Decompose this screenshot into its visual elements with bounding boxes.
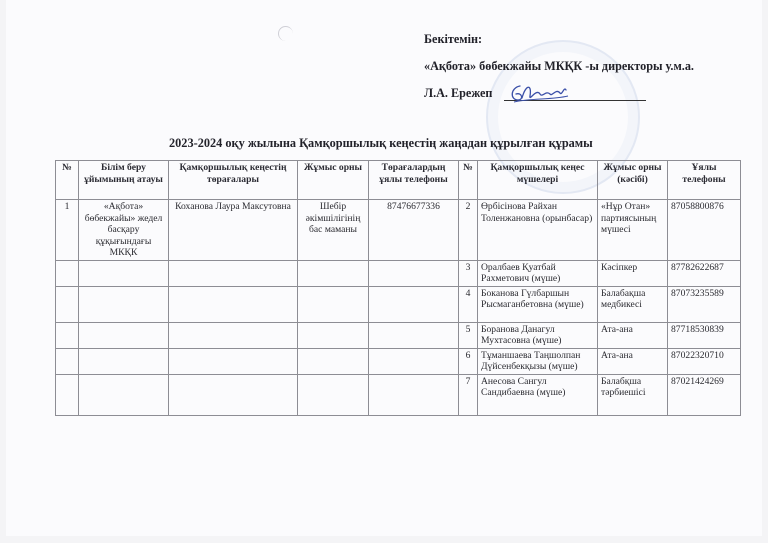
cell-chair-phone: [369, 374, 459, 415]
approval-signatory: Л.А. Ережеп: [424, 86, 493, 100]
cell-member-num: 6: [459, 348, 478, 374]
cell-member: Боранова Данагул Мухтасовна (мүше): [478, 322, 598, 348]
cell-member-phone: 87073235589: [668, 286, 741, 322]
header-num: №: [56, 161, 79, 200]
header-chair-phone: Төрағалардың ұялы телефоны: [369, 161, 459, 200]
cell-chair-phone: [369, 260, 459, 286]
cell-num: [56, 374, 79, 415]
cell-chair: [169, 286, 298, 322]
cell-chair: [169, 374, 298, 415]
cell-member: Өрбісінова Райхан Толенжановна (орынбасар): [478, 200, 598, 261]
table-row: [56, 286, 741, 322]
cell-member-phone: 87021424269: [668, 374, 741, 415]
cell-organization: [79, 260, 169, 286]
cell-organization: [79, 374, 169, 415]
header-organization: Білім беру ұйымының атауы: [79, 161, 169, 200]
header-member-workplace: Жұмыс орны (кәсібі): [598, 161, 668, 200]
header-members: Қамқоршылық кеңес мүшелері: [478, 161, 598, 200]
cell-chair-phone: 87476677336: [369, 200, 459, 261]
cell-member-workplace: Кәсіпкер: [598, 260, 668, 286]
cell-member-num: 7: [459, 374, 478, 415]
table-row: [56, 374, 741, 415]
cell-organization: «Ақбота» бөбекжайы» жедел басқару құқығындағы МКҚК: [79, 200, 169, 261]
table-row: [56, 322, 741, 348]
cell-member: Тұманшаева Таңшолпан Дүйсенбекқызы (мүше): [478, 348, 598, 374]
cell-chair-workplace: [298, 348, 369, 374]
document-title: 2023-2024 оқу жылына Қамқоршылық кеңестің жаңадан құрылған құрамы: [169, 136, 593, 150]
cell-chair: [169, 322, 298, 348]
cell-num: [56, 260, 79, 286]
cell-num: [56, 348, 79, 374]
cell-num: 1: [56, 200, 79, 261]
cell-chair-workplace: [298, 374, 369, 415]
cell-member-phone: 87782622687: [668, 260, 741, 286]
cell-chair-phone: [369, 286, 459, 322]
header-member-phone: Ұялы телефоны: [668, 161, 741, 200]
scan-artifact-icon: [278, 26, 293, 41]
approval-heading: Бекітемін:: [424, 32, 483, 46]
table-row: [56, 348, 741, 374]
signature-icon: [506, 80, 576, 108]
header-member-num: №: [459, 161, 478, 200]
cell-member-num: 5: [459, 322, 478, 348]
cell-member-workplace: Ата-ана: [598, 348, 668, 374]
cell-chair-phone: [369, 348, 459, 374]
cell-organization: [79, 348, 169, 374]
cell-chair: Коханова Лаура Максутовна: [169, 200, 298, 261]
cell-member-num: 3: [459, 260, 478, 286]
cell-member-workplace: «Нұр Отан» партиясының мүшесі: [598, 200, 668, 261]
approval-position: «Ақбота» бөбекжайы МКҚК -ы директоры у.м.а.: [424, 59, 694, 73]
cell-chair-workplace: [298, 286, 369, 322]
cell-member: Оралбаев Қуатбай Рахметович (мүше): [478, 260, 598, 286]
cell-num: [56, 322, 79, 348]
header-chairs: Қамқоршылық кеңестің төрағалары: [169, 161, 298, 200]
cell-chair-workplace: [298, 260, 369, 286]
cell-member-num: 2: [459, 200, 478, 261]
cell-chair-phone: [369, 322, 459, 348]
table-header-row: [56, 161, 741, 200]
table-row: [56, 200, 741, 261]
cell-member: Анесова Сангул Сандибаевна (мүше): [478, 374, 598, 415]
cell-member-phone: 87718530839: [668, 322, 741, 348]
cell-member-workplace: Ата-ана: [598, 322, 668, 348]
cell-member-workplace: Балабқша тәрбиешісі: [598, 374, 668, 415]
header-chair-workplace: Жұмыс орны: [298, 161, 369, 200]
table-row: [56, 260, 741, 286]
cell-member-phone: 87022320710: [668, 348, 741, 374]
cell-chair-workplace: [298, 322, 369, 348]
council-table: [55, 160, 741, 416]
cell-chair-workplace: Шебір әкімшілігінің бас маманы: [298, 200, 369, 261]
cell-organization: [79, 322, 169, 348]
cell-organization: [79, 286, 169, 322]
cell-member-phone: 87058800876: [668, 200, 741, 261]
cell-chair: [169, 260, 298, 286]
cell-member-workplace: Балабақша медбикесі: [598, 286, 668, 322]
cell-num: [56, 286, 79, 322]
cell-member: Боканова Гүлбаршын Рысмаганбетовна (мүше): [478, 286, 598, 322]
cell-chair: [169, 348, 298, 374]
cell-member-num: 4: [459, 286, 478, 322]
